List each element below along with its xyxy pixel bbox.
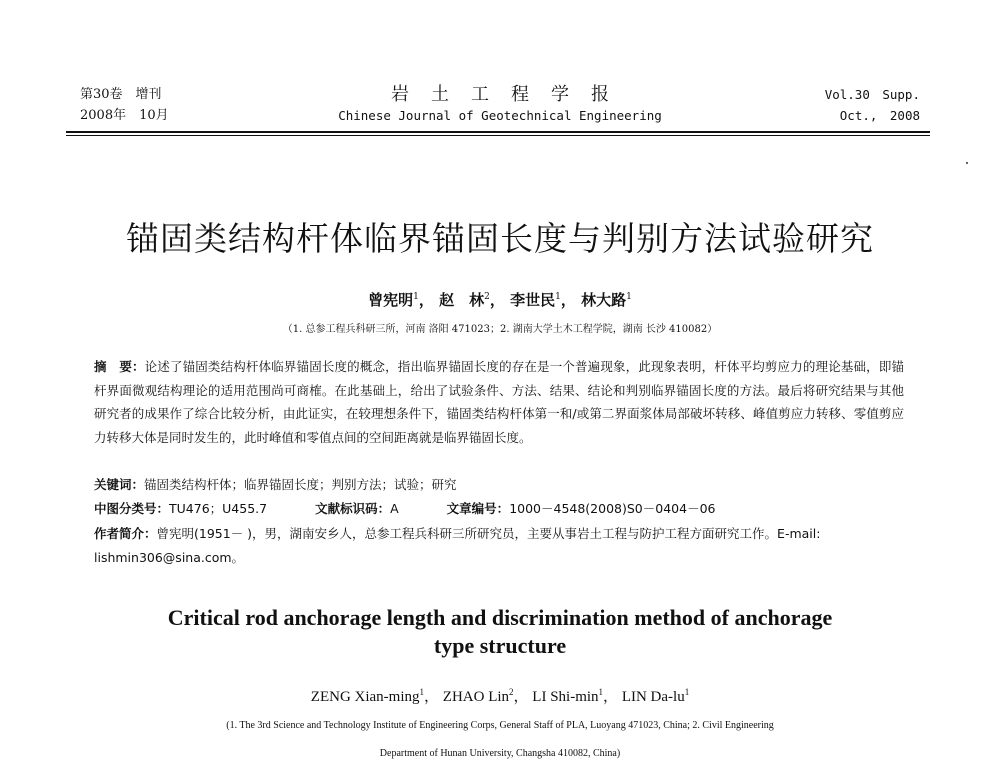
author-sup: 1 [684,687,690,697]
author-sup: 1 [598,687,604,697]
affiliation-cn: （1. 总参工程兵科研三所，河南 洛阳 471023；2. 湖南大学土木工程学院，湖南 长沙 410082） [282,324,718,335]
affiliation-en-line: (1. The 3rd Science and Technology Institute of Engineering Corps, General Staff of PLA, Luoyang 471023, China; 2. Civil Engineering [226,720,774,731]
author-separator: ， [489,291,505,309]
journal-title-cn: 岩土工程学报 [391,84,631,105]
header-rule-thick [66,131,930,133]
header-date-line-en: Oct., 2008 [839,108,920,123]
clc-value: TU476；U455.7 [169,501,268,516]
abstract-label: 摘 要： [94,359,145,374]
author-sup: 1 [413,292,419,302]
author-name-en: ZENG Xian-ming [310,689,420,705]
header-volume-line: 第30卷 增刊 [80,87,162,102]
paper-title-en [0,604,1000,660]
author-separator: ， [560,291,576,309]
author-name: 林大路 [581,291,627,309]
header-date-line: 2008年 10月 [80,108,169,123]
author-list-en [0,685,1000,706]
author-name-en: LI Shi-min [532,689,599,705]
keywords-label: 关键词： [94,477,145,492]
author-bio-label: 作者简介： [94,526,157,541]
header-volume-line-en: Vol.30 Supp. [824,87,920,102]
classification-line [94,497,904,521]
paper-title-cn: 锚固类结构杆体临界锚固长度与判别方法试验研究 [126,219,874,258]
author-name-en: LIN Da-lu [621,689,685,705]
keywords [94,473,904,497]
keywords-text: 锚固类结构杆体；临界锚固长度；判别方法；试验；研究 [144,477,457,492]
author-list-cn [0,289,1000,310]
affiliation-en-line: Department of Hunan University, Changsha 410082, China) [379,748,621,759]
author-sup: 2 [484,292,490,302]
article-number-value: 1000－4548(2008)S0－0404－06 [509,501,716,516]
author-bio [94,522,904,569]
author-separator: ， [418,291,434,309]
clc-label: 中图分类号： [94,501,170,516]
author-separator: ， [513,689,529,705]
author-separator: ， [424,689,440,705]
header-volume-info-en [825,84,920,126]
author-sup: 2 [509,687,514,697]
author-sup: 1 [626,292,632,302]
author-name: 李世民 [510,291,556,309]
abstract [94,355,904,449]
article-number-label: 文章编号： [446,501,510,516]
author-bio-text: 曾宪明(1951－ )，男，湖南安乡人，总参工程兵科研三所研究员，主要从事岩土工程与防护工程方面研究工作。E-mail: lishmin306@sina.com。 [94,526,821,565]
header-rule-thin [66,135,930,136]
doc-code-value: A [390,501,399,516]
author-name-en: ZHAO Lin [442,689,510,705]
journal-title-en: Chinese Journal of Geotechnical Engineering [338,108,662,123]
doc-code-label: 文献标识码： [315,501,391,516]
author-name: 曾宪明 [368,291,414,309]
paper-title-en-line: Critical rod anchorage length and discrimination method of anchorage [167,605,833,630]
author-separator: ， [603,689,619,705]
scan-speck [966,162,968,164]
author-sup: 1 [555,292,561,302]
author-sup: 1 [419,687,425,697]
paper-title-en-line: type structure [433,633,567,658]
author-name: 赵 林 [439,291,485,309]
abstract-text: 论述了锚固类结构杆体临界锚固长度的概念，指出临界锚固长度的存在是一个普遍现象，此现象表明，杆体平均剪应力的理论基础，即锚杆界面微观结构理论的适用范围尚可商榷。在此基础上，给出了试验条件、方法、结果、结论和判别临界锚固长度的方法。最后将研究结果与其他研究者的成果作了综合比较分析，由此证实，在较理想条件下，锚固类结构杆体第一和/或第二界面浆体局部破坏转移、峰值剪应力转移、零值剪应力转移大体是同时发生的，此时峰值和零值点间的空间距离就是临界锚固长度。 [94,359,904,445]
